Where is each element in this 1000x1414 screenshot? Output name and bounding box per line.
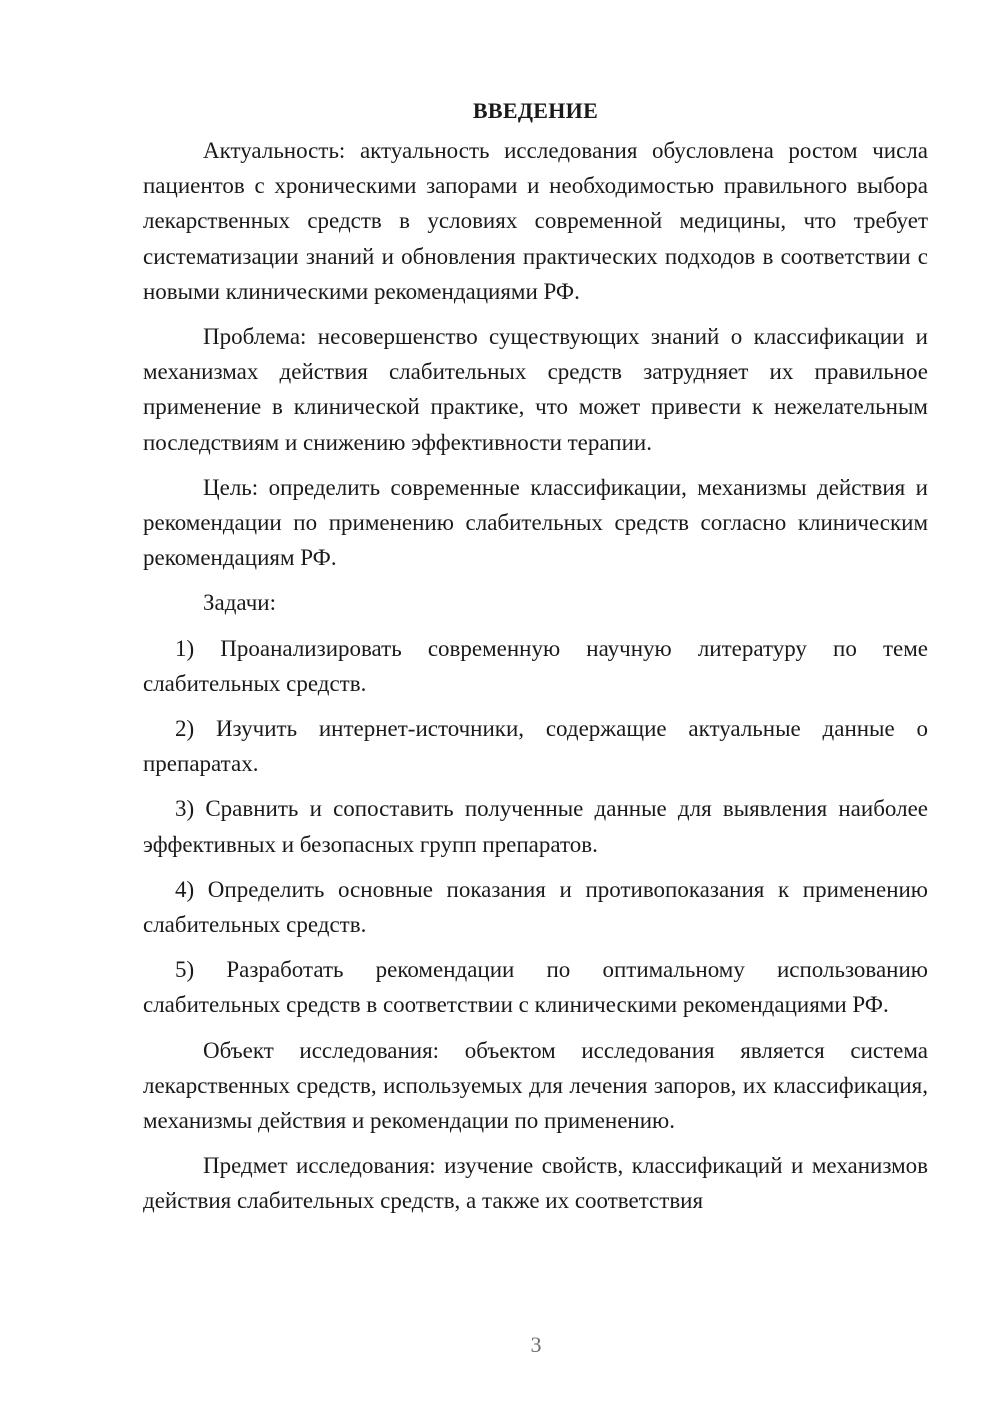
- problem-paragraph: Проблема: несовершенство существующих знаний о классификации и механизмах действия слабительных средств затрудняет их правильное применение в клинической практике, что может привести к нежелательным последствиям и снижению эффективности терапии.: [143, 324, 928, 455]
- page-number: 3: [530, 1332, 542, 1357]
- task-item: 5) Разработать рекомендации по оптимальному использованию слабительных средств в соответствии с клиническими рекомендациями РФ.: [143, 957, 928, 1018]
- page-title: ВВЕДЕНИЕ: [472, 98, 599, 123]
- task-item: 1) Проанализировать современную научную литературу по теме слабительных средств.: [143, 635, 928, 696]
- task-item: 4) Определить основные показания и противопоказания к применению слабительных средств.: [143, 876, 928, 938]
- subject-paragraph: Предмет исследования: изучение свойств, классификаций и механизмов действия слабительных средств, а также их соответствия: [143, 1153, 928, 1214]
- page-content: [143, 92, 928, 1219]
- goal-paragraph: Цель: определить современные классификации, механизмы действия и рекомендации по применению слабительных средств согласно клиническим рекомендациям РФ.: [143, 474, 928, 571]
- object-paragraph: Объект исследования: объектом исследования является система лекарственных средств, используемых для лечения запоров, их классификация, механизмы действия и рекомендации по применению.: [143, 1037, 928, 1134]
- task-item: 2) Изучить интернет-источники, содержащие актуальные данные о препаратах.: [143, 716, 928, 777]
- task-item: 3) Сравнить и сопоставить полученные данные для выявления наиболее эффективных и безопасных групп препаратов.: [143, 796, 928, 857]
- tasks-list: [143, 631, 928, 1023]
- tasks-heading: Задачи:: [203, 590, 276, 616]
- relevance-paragraph: Актуальность: актуальность исследования обусловлена ростом числа пациентов с хроническими запорами и необходимостью правильного выбора лекарственных средств в условиях современной медицины, что требует систематизации знаний и обновления практических подходов в соответствии с новыми клиническими рекомендациями РФ.: [143, 138, 928, 304]
